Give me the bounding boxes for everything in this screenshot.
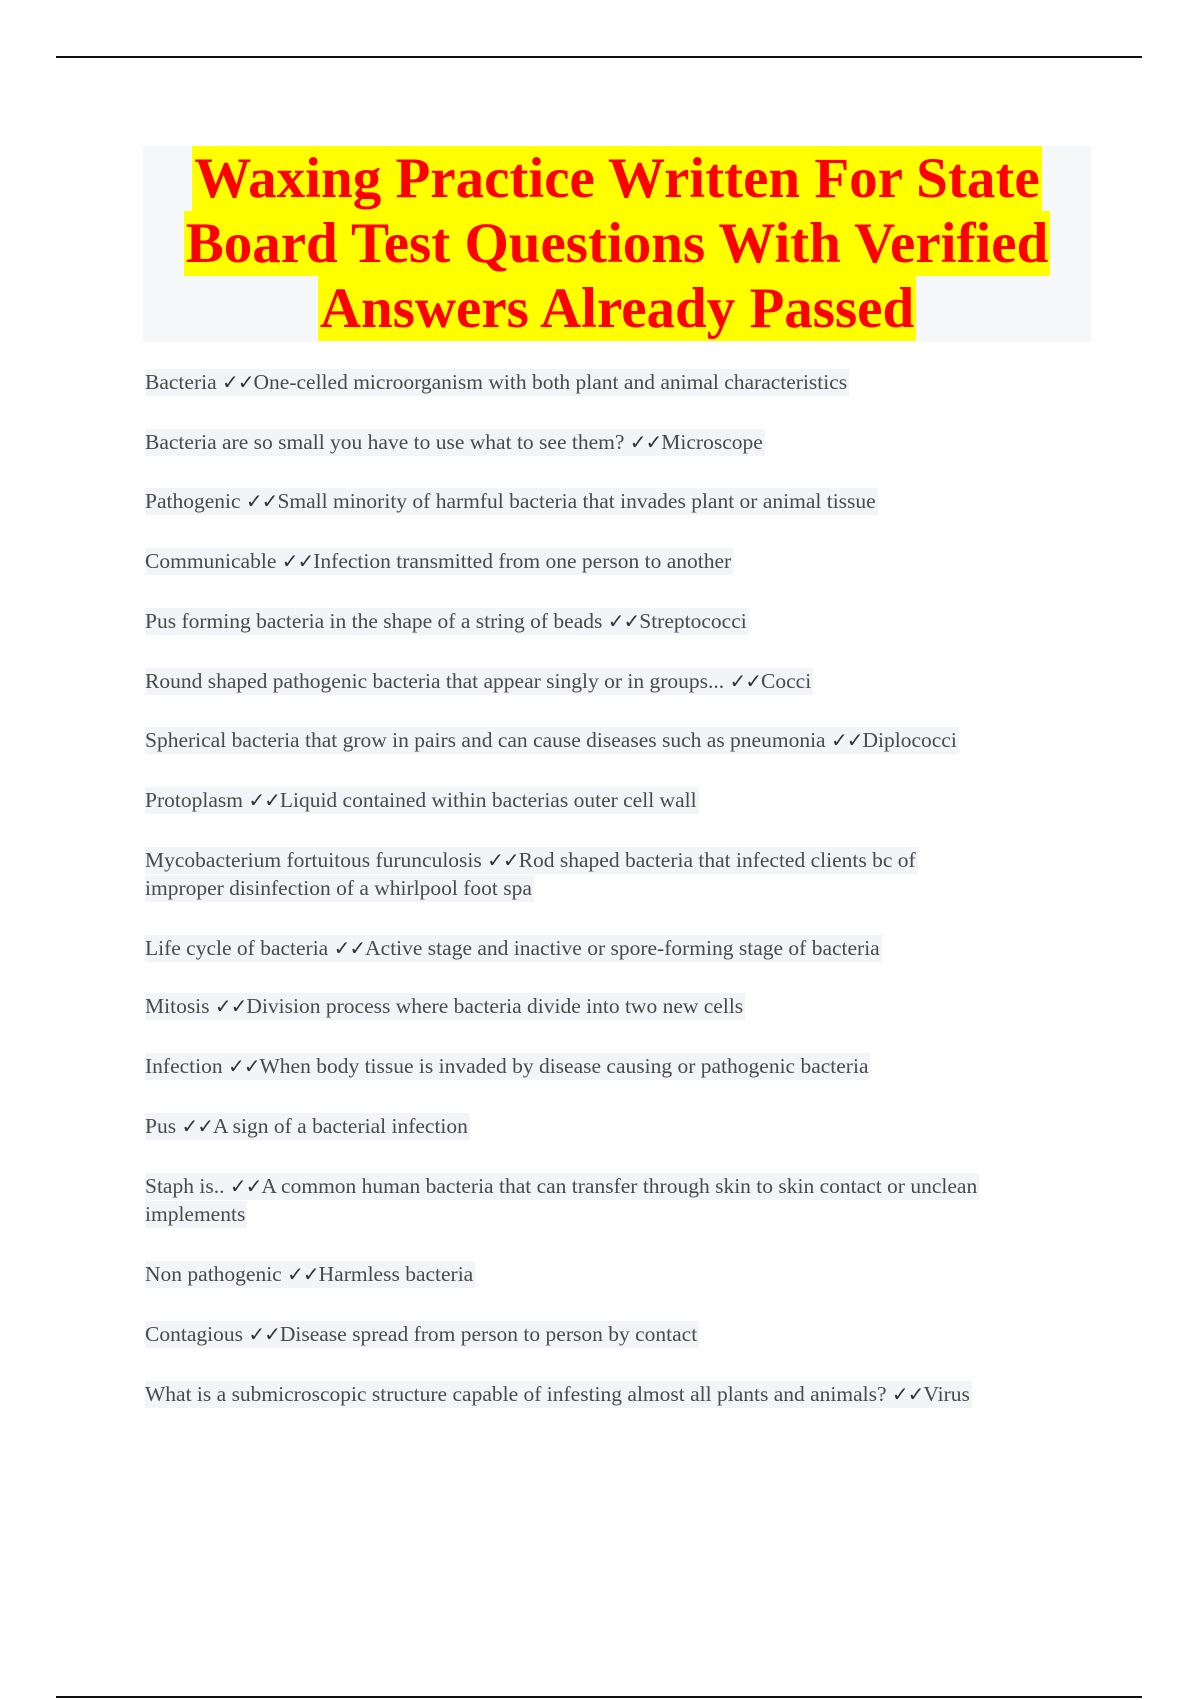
double-check-icon: ✓✓ <box>281 549 314 573</box>
qa-item <box>145 1052 870 1080</box>
qa-item <box>145 1112 470 1140</box>
qa-line <box>145 993 745 1020</box>
qa-term: Bacteria are so small you have to use what to see them? <box>145 430 630 454</box>
qa-term: Protoplasm <box>145 788 249 812</box>
qa-answer: Virus <box>923 1382 970 1406</box>
qa-line <box>145 787 699 814</box>
qa-line <box>145 1261 475 1288</box>
double-check-icon: ✓✓ <box>248 1322 280 1346</box>
qa-item <box>145 1380 972 1408</box>
header-rule <box>56 56 1142 58</box>
double-check-icon: ✓✓ <box>248 788 280 812</box>
qa-answer: Rod shaped bacteria that infected clients bc of <box>518 848 916 872</box>
qa-item <box>145 786 699 814</box>
qa-line <box>145 1321 699 1348</box>
qa-term: Pus <box>145 1114 182 1138</box>
double-check-icon: ✓✓ <box>607 609 640 633</box>
qa-term: Mitosis <box>145 994 215 1018</box>
qa-answer: When body tissue is invaded by disease causing or pathogenic bacteria <box>259 1054 869 1078</box>
qa-term: Life cycle of bacteria <box>145 936 334 960</box>
qa-answer: Streptococci <box>639 609 747 633</box>
qa-answer: Cocci <box>761 669 812 693</box>
qa-item <box>145 487 878 515</box>
qa-answer: Division process where bacteria divide into two new cells <box>246 994 744 1018</box>
double-check-icon: ✓✓ <box>830 728 863 752</box>
double-check-icon: ✓✓ <box>229 1174 262 1198</box>
qa-item <box>145 607 749 635</box>
title-line-2: Board Test Questions With Verified <box>185 212 1049 275</box>
double-check-icon: ✓✓ <box>487 848 519 872</box>
footer-rule <box>56 1696 1142 1698</box>
double-check-icon: ✓✓ <box>287 1262 319 1286</box>
qa-line <box>145 1173 979 1200</box>
qa-item <box>145 726 959 754</box>
qa-term: What is a submicroscopic structure capable of infesting almost all plants and animals? <box>145 1382 892 1406</box>
double-check-icon: ✓✓ <box>227 1054 260 1078</box>
qa-line <box>145 608 749 635</box>
qa-item <box>145 547 733 575</box>
qa-term: Communicable <box>145 549 282 573</box>
qa-answer-continued: implements <box>145 1202 246 1226</box>
qa-line <box>145 548 733 575</box>
qa-line <box>145 369 849 396</box>
qa-term: Pathogenic <box>145 489 246 513</box>
qa-answer: Diplococci <box>862 728 957 752</box>
qa-item <box>145 1172 979 1228</box>
qa-term: Spherical bacteria that grow in pairs and can cause diseases such as pneumonia <box>145 728 831 752</box>
qa-answer: Small minority of harmful bacteria that invades plant or animal tissue <box>277 489 876 513</box>
qa-term: Round shaped pathogenic bacteria that appear singly or in groups... <box>145 669 730 693</box>
qa-answer: A common human bacteria that can transfer through skin to skin contact or unclean <box>261 1174 978 1198</box>
qa-term: Pus forming bacteria in the shape of a string of beads <box>145 609 608 633</box>
qa-line <box>145 847 918 874</box>
qa-term: Bacteria <box>145 370 222 394</box>
double-check-icon: ✓✓ <box>214 994 247 1018</box>
qa-term: Non pathogenic <box>145 1262 288 1286</box>
qa-line <box>145 1113 470 1140</box>
qa-term: Infection <box>145 1054 228 1078</box>
qa-line <box>145 668 813 695</box>
qa-answer: A sign of a bacterial infection <box>212 1114 468 1138</box>
document-title <box>143 146 1091 342</box>
qa-line <box>145 935 882 962</box>
qa-line <box>145 1053 870 1080</box>
qa-answer: Infection transmitted from one person to another <box>313 549 732 573</box>
double-check-icon: ✓✓ <box>333 936 366 960</box>
qa-answer: Active stage and inactive or spore-forming stage of bacteria <box>365 936 880 960</box>
qa-item <box>145 846 918 902</box>
double-check-icon: ✓✓ <box>245 489 278 513</box>
qa-line <box>145 429 765 456</box>
qa-line <box>145 488 878 515</box>
qa-answer-continued: improper disinfection of a whirlpool foot spa <box>145 876 532 900</box>
qa-item <box>145 992 745 1020</box>
double-check-icon: ✓✓ <box>891 1382 924 1406</box>
qa-item <box>145 368 849 396</box>
title-line-1: Waxing Practice Written For State <box>194 147 1040 210</box>
qa-item <box>145 1260 475 1288</box>
qa-item <box>145 667 813 695</box>
qa-answer: One-celled microorganism with both plant and animal characteristics <box>253 370 848 394</box>
qa-answer: Harmless bacteria <box>318 1262 474 1286</box>
qa-line <box>145 727 959 754</box>
double-check-icon: ✓✓ <box>729 669 762 693</box>
qa-answer: Disease spread from person to person by contact <box>279 1322 698 1346</box>
qa-answer: Liquid contained within bacterias outer cell wall <box>279 788 697 812</box>
qa-line <box>145 1381 972 1408</box>
qa-term: Contagious <box>145 1322 249 1346</box>
qa-item <box>145 1320 699 1348</box>
qa-term: Mycobacterium fortuitous furunculosis <box>145 848 488 872</box>
double-check-icon: ✓✓ <box>222 370 254 394</box>
double-check-icon: ✓✓ <box>181 1114 213 1138</box>
double-check-icon: ✓✓ <box>629 430 662 454</box>
qa-term: Staph is.. <box>145 1174 230 1198</box>
qa-item <box>145 428 765 456</box>
qa-answer: Microscope <box>661 430 763 454</box>
title-line-3: Answers Already Passed <box>319 277 915 340</box>
qa-item <box>145 934 882 962</box>
